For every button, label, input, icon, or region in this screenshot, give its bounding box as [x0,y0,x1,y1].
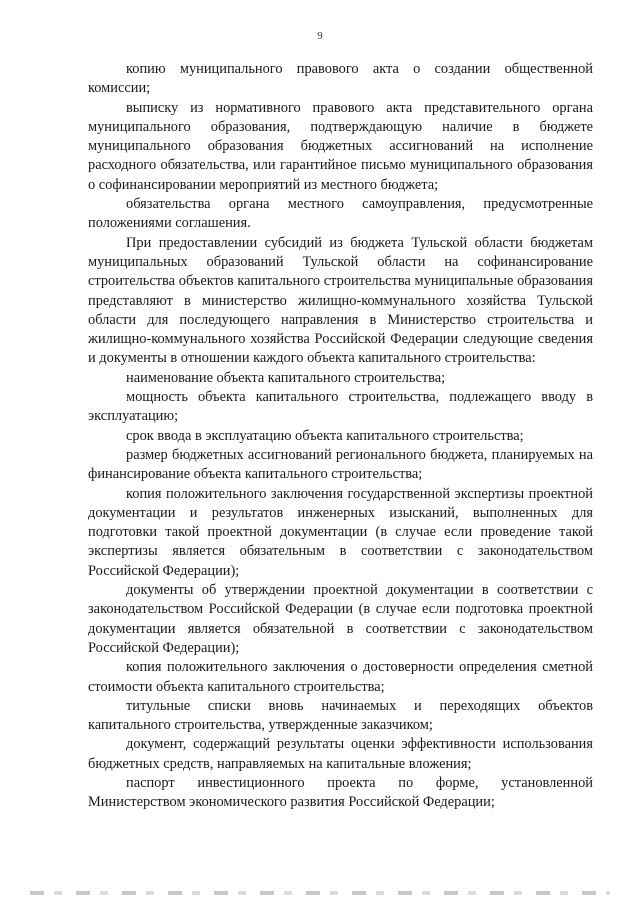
paragraph: паспорт инвестиционного проекта по форме, установленной Министерством экономического развития Российской Федерации; [88,774,593,811]
scan-artifact-line [30,891,610,895]
paragraph: титульные списки вновь начинаемых и переходящих объектов капитального строительства, утвержденные заказчиком; [88,697,593,734]
document-body [88,60,593,813]
paragraph: При предоставлении субсидий из бюджета Тульской области бюджетам муниципальных образований Тульской области на софинансирование строительства объектов капитального строительства муниципальные образования представляют в министерство жилищно-коммунального хозяйства Тульской области для последующего направления в Министерство строительства и жилищно-коммунального хозяйства Российской Федерации следующие сведения и документы в отношении каждого объекта капитального строительства: [88,234,593,367]
paragraph: документы об утверждении проектной документации в соответствии с законодательством Российской Федерации (в случае если подготовка проектной документации является обязательной в соответствии с законодательством Российской Федерации); [88,582,593,656]
paragraph: обязательства органа местного самоуправления, предусмотренные положениями соглашения. [88,196,593,232]
paragraph: копию муниципального правового акта о создании общественной комиссии; [88,61,593,97]
paragraph: срок ввода в эксплуатацию объекта капитального строительства; [126,427,524,444]
paragraph: наименование объекта капитального строительства; [126,369,446,386]
page-number: 9 [317,30,323,42]
paragraph: размер бюджетных ассигнований регионального бюджета, планируемых на финансирование объекта капитального строительства; [88,446,593,483]
paragraph: документ, содержащий результаты оценки эффективности использования бюджетных средств, направляемых на капитальные вложения; [88,736,593,772]
paragraph: копия положительного заключения государственной экспертизы проектной документации и результатов инженерных изысканий, выполненных для подготовки такой проектной документации (в случае если проведение такой экспертизы является обязательным в соответствии с законодательством Российской Федерации); [88,485,593,579]
paragraph: мощность объекта капитального строительства, подлежащего вводу в эксплуатацию; [88,389,593,425]
paragraph: выписку из нормативного правового акта представительного органа муниципального образования, подтверждающую наличие в бюджете муниципального образования бюджетных ассигнований на исполнение расходного обязательства, или гарантийное письмо муниципального образования о софинансировании мероприятий из местного бюджета; [88,99,593,193]
paragraph: копия положительного заключения о достоверности определения сметной стоимости объекта капитального строительства; [88,659,593,695]
